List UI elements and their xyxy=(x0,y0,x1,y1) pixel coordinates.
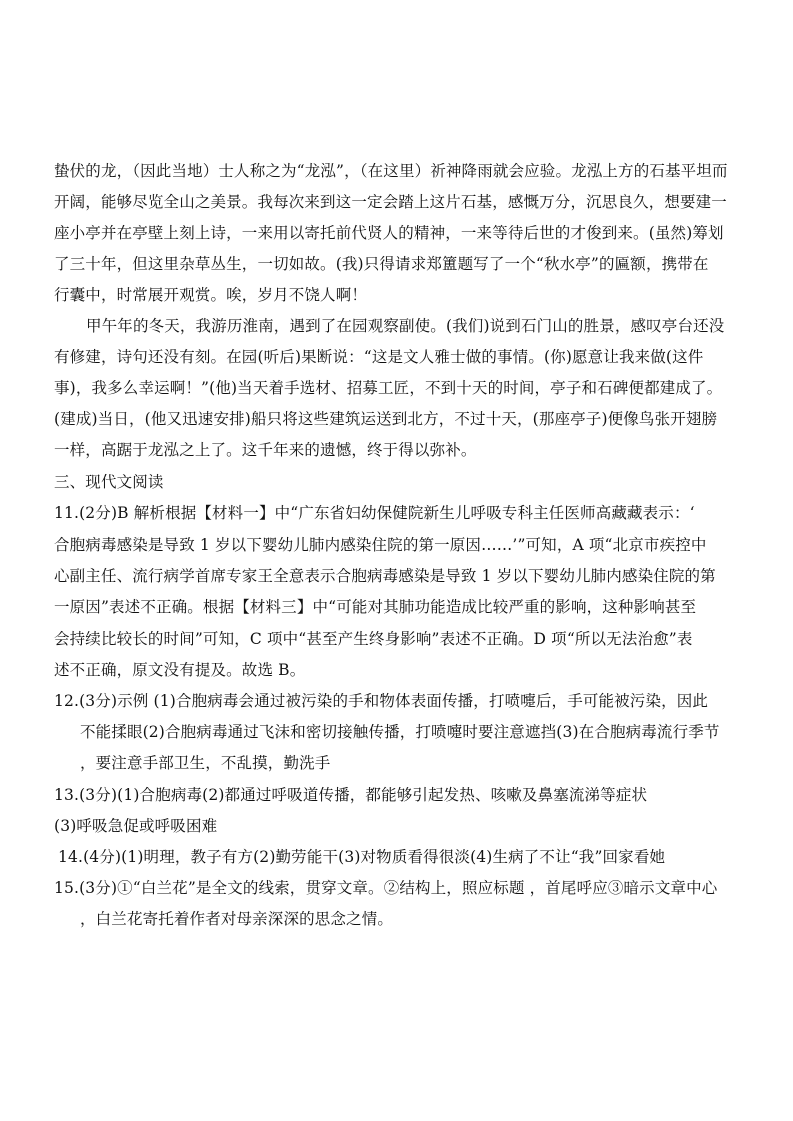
text-line: 蛰伏的龙，（因此当地）士人称之为“龙泓”，（在这里）祈神降雨就会应验。龙泓上方的石基平坦而 xyxy=(54,162,728,180)
text-line: 合胞病毒感染是导致 1 岁以下婴幼儿肺内感染住院的第一原因……’”可知，A 项“北京市疾控中 xyxy=(54,536,707,554)
text-line: 了三十年，但这里杂草丛生，一切如故。(我)只得请求郑簠题写了一个“秋水亭”的匾额，携带在 xyxy=(54,255,709,273)
answer-12: 12.(3分)示例 (1)合胞病毒会通过被污染的手和物体表面传播，打喷嚏后，手可能被污染，因此 xyxy=(54,692,709,710)
text-line: 座小亭并在亭壁上刻上诗，一来用以寄托前代贤人的精神，一来等待后世的才俊到来。(虽然)筹划 xyxy=(54,224,724,242)
text-line: ，白兰花寄托着作者对母亲深深的思念之情。 xyxy=(80,910,394,928)
paragraph-first-line: 甲午年的冬天，我游历淮南，遇到了在园观察副使。(我们)说到石门山的胜景，感叹亭台还没 xyxy=(86,317,725,335)
text-line: (3)呼吸急促或呼吸困难 xyxy=(54,817,218,835)
text-line: 一样，高踞于龙泓之上了。这千年来的遗憾，终于得以弥补。 xyxy=(54,441,477,459)
answer-15: 15.(3分)①“白兰花”是全文的线索，贯穿文章。②结构上，照应标题 ，首尾呼应③暗示文章中心 xyxy=(54,879,718,897)
text-line: 一原因”表述不正确。根据【材料三】中“可能对其肺功能造成比较严重的影响，这种影响甚至 xyxy=(54,598,697,616)
text-line: 行囊中，时常展开观赏。唉，岁月不饶人啊！ xyxy=(54,286,368,304)
answer-13: 13.(3分)(1)合胞病毒(2)都通过呼吸道传播，都能够引起发热、咳嗽及鼻塞流涕等症状 xyxy=(54,786,648,804)
answer-11: 11.(2分)B 解析根据【材料一】中“广东省妇幼保健院新生儿呼吸专科主任医师高藏藏表示：‘ xyxy=(54,504,695,522)
text-line: 有修建，诗句还没有刻。在园(听后)果断说：“这是文人雅士做的事情。(你)愿意让我来做(这件 xyxy=(54,348,704,366)
text-line: ，要注意手部卫生，不乱摸，勤洗手 xyxy=(80,754,331,772)
text-line: 心副主任、流行病学首席专家王全意表示合胞病毒感染是导致 1 岁以下婴幼儿肺内感染住院的第 xyxy=(54,567,716,585)
text-line: 不能揉眼(2)合胞病毒通过飞沫和密切接触传播，打喷嚏时要注意遮挡(3)在合胞病毒流行季节 xyxy=(80,723,720,741)
text-line: 述不正确，原文没有提及。故选 B。 xyxy=(54,661,306,679)
text-line: 会持续比较长的时间”可知，C 项中“甚至产生终身影响”表述不正确。D 项“所以无法治愈”表 xyxy=(54,630,693,648)
text-line: 事)，我多么幸运啊！”(他)当天着手选材、招募工匠，不到十天的时间，亭子和石碑便都建成了。 xyxy=(54,379,723,397)
text-line: (建成)当日，(他又迅速安排)船只将这些建筑运送到北方，不过十天，(那座亭子)便像鸟张开翅膀 xyxy=(54,410,718,428)
answer-14: 14.(4分)(1)明理，教子有方(2)勤劳能干(3)对物质看得很淡(4)生病了不让“我”回家看她 xyxy=(58,848,666,866)
text-line: 开阔，能够尽览全山之美景。我每次来到这一定会踏上这片石基，感慨万分，沉思良久，想要建一 xyxy=(54,193,727,211)
section-heading: 三、现代文阅读 xyxy=(54,473,164,491)
